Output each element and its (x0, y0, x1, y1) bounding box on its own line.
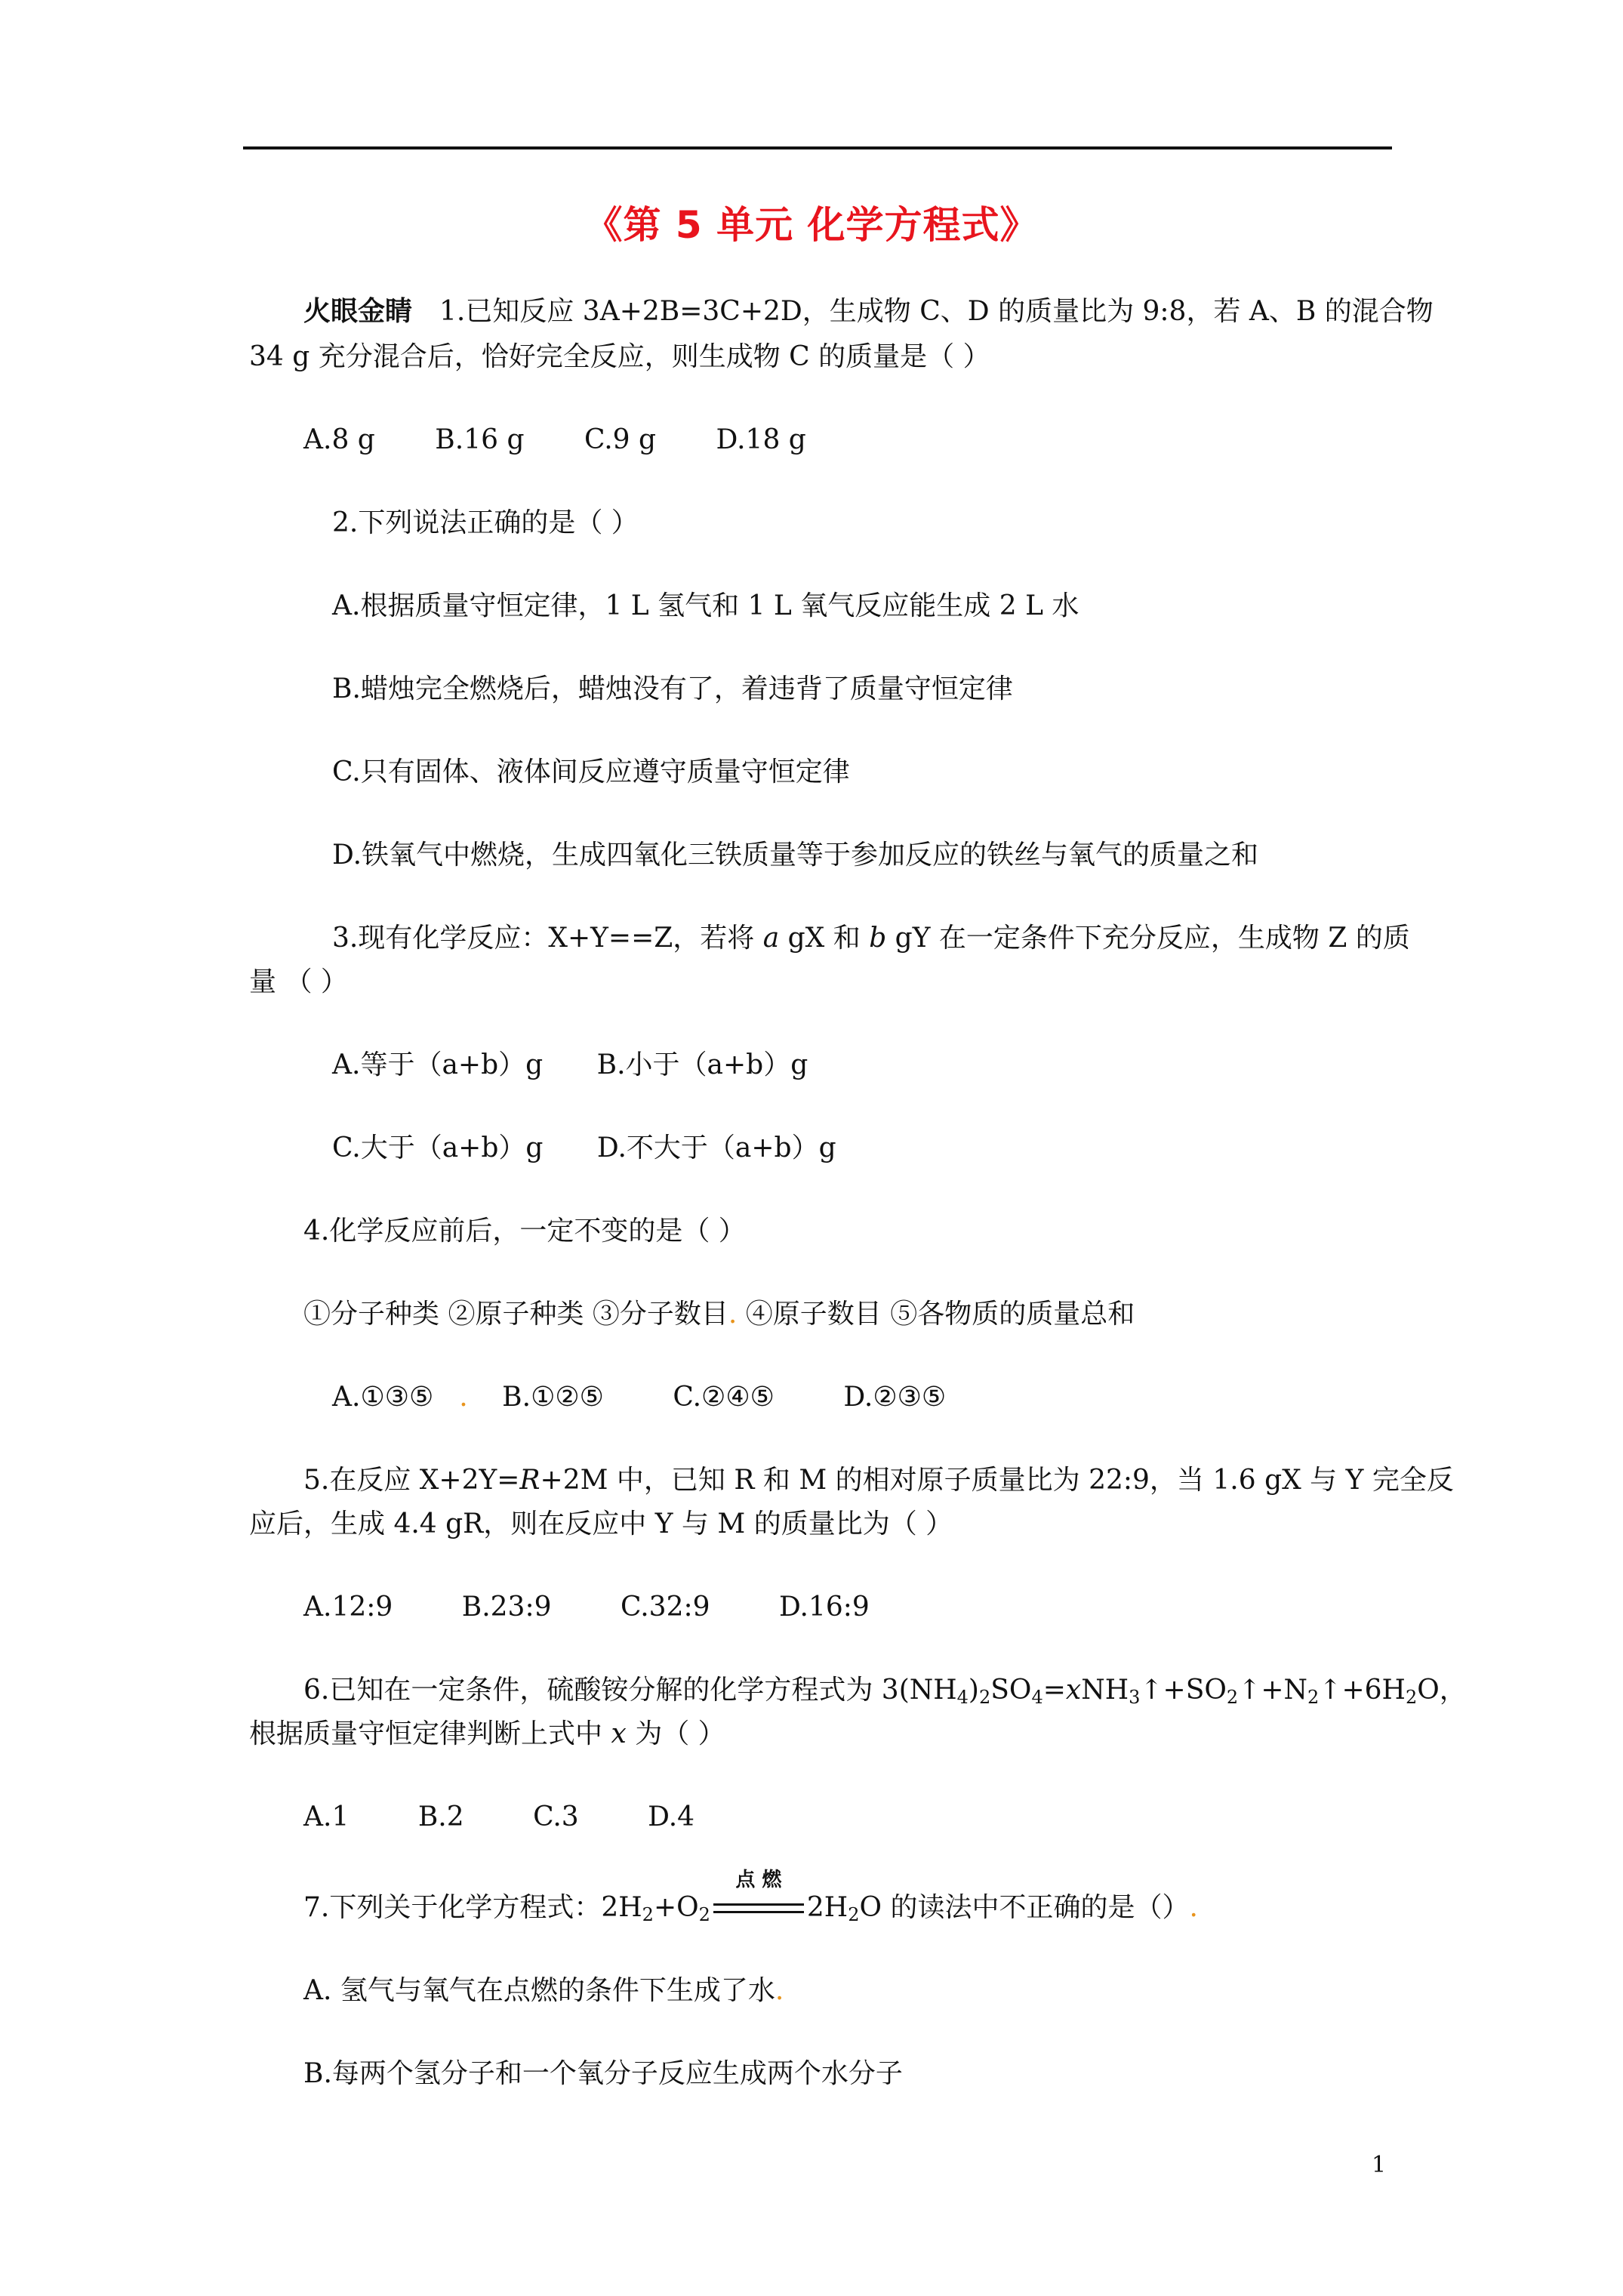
question-4-items: ①分子种类 ②原子种类 ③分子数目. ④原子数目 ⑤各物质的质量总和 (303, 1299, 1135, 1330)
q5-option-d[interactable]: D.16:9 (778, 1592, 870, 1623)
q6-option-a[interactable]: A.1 (303, 1801, 350, 1832)
q6-option-d[interactable]: D.4 (648, 1801, 695, 1832)
question-5-line-2: 应后，生成 4.4 gR，则在反应中 Y 与 M 的质量比为（ ） (249, 1509, 953, 1539)
q1-option-a[interactable]: A.8 g (303, 424, 375, 455)
q6-option-c[interactable]: C.3 (533, 1801, 579, 1832)
page-title: 《第 5 单元 化学方程式》 (584, 203, 1039, 247)
question-5-line-1: 5.在反应 X+2Y=R+2M 中，已知 R 和 M 的相对原子质量比为 22:9，当 1.6 gX 与 Y 完全反 (303, 1465, 1454, 1496)
question-1-line-2: 34 g 充分混合后，恰好完全反应，则生成物 C 的质量是（ ） (249, 341, 990, 372)
reaction-condition: 点 燃 (713, 1894, 804, 1925)
q2-option-c[interactable]: C.只有固体、液体间反应遵守质量守恒定律 (332, 757, 850, 787)
question-5-options (303, 1586, 870, 1629)
question-3-line-2: 量 （ ） (249, 966, 348, 997)
q2-option-a[interactable]: A.根据质量守恒定律，1 L 氢气和 1 L 氧气反应能生成 2 L 水 (332, 590, 1079, 621)
q5-option-a[interactable]: A.12:9 (303, 1592, 393, 1623)
q3-option-b[interactable]: B.小于（a+b）g (596, 1049, 808, 1080)
page-number: 1 (1372, 2152, 1387, 2178)
question-7-stem: 7.下列关于化学方程式：$2H_2+O_2$ 点 燃 $2H_2O$ 的读法中不正确的是（）. (303, 1869, 1198, 1925)
question-6-options (303, 1795, 694, 1839)
q3-option-d[interactable]: D.不大于（a+b）g (596, 1133, 836, 1163)
q1-option-d[interactable]: D.18 g (716, 424, 806, 455)
q7-option-b[interactable]: B.每两个氢分子和一个氧分子反应生成两个水分子 (303, 2058, 903, 2089)
q5-option-b[interactable]: B.23:9 (461, 1592, 552, 1623)
q7-option-a[interactable]: A. 氢气与氧气在点燃的条件下生成了水. (303, 1975, 784, 2006)
q1-option-b[interactable]: B.16 g (435, 424, 525, 455)
q2-option-b[interactable]: B.蜡烛完全燃烧后，蜡烛没有了，着违背了质量守恒定律 (332, 673, 1013, 704)
q4-option-a[interactable]: A.①③⑤ (332, 1382, 434, 1413)
q5-option-c[interactable]: C.32:9 (620, 1592, 710, 1623)
question-3-options-row-1 (332, 1043, 808, 1087)
q4-option-b[interactable]: B.①②⑤ (502, 1382, 604, 1413)
q4-option-c[interactable]: C.②④⑤ (673, 1382, 775, 1413)
question-4-options: A.①③⑤ . B.①②⑤ C.②④⑤ D.②③⑤ (332, 1382, 947, 1413)
question-3-line-1: 3.现有化学反应：X+Y==Z，若将 a gX 和 b gY 在一定条件下充分反应，生成物 Z 的质 (332, 923, 1410, 954)
question-1-line-1: 火眼金睛 1.已知反应 3A+2B=3C+2D，生成物 C、D 的质量比为 9:8，若 A、B 的混合物 (303, 296, 1434, 327)
question-2-stem: 2.下列说法正确的是（ ） (332, 507, 639, 538)
q2-option-d[interactable]: D.铁氧气中燃烧，生成四氧化三铁质量等于参加反应的铁丝与氧气的质量之和 (332, 840, 1259, 871)
question-3-options-row-2 (332, 1126, 836, 1170)
question-6-line-1: 6.已知在一定条件，硫酸铵分解的化学方程式为 $3(NH_4)_2SO_4=xNH_3↑+SO_2↑+N_2↑+6H_2O$， (303, 1675, 1467, 1708)
q3-option-a[interactable]: A.等于（a+b）g (332, 1049, 544, 1080)
q3-option-c[interactable]: C.大于（a+b）g (332, 1133, 544, 1163)
q1-option-c[interactable]: C.9 g (584, 424, 657, 455)
section-label: 火眼金睛 (303, 296, 413, 327)
header-rule (243, 146, 1392, 149)
question-1-options (303, 418, 806, 462)
q4-option-d[interactable]: D.②③⑤ (843, 1382, 947, 1413)
question-6-line-2: 根据质量守恒定律判断上式中 x 为（ ） (249, 1718, 725, 1749)
q6-option-b[interactable]: B.2 (417, 1801, 464, 1832)
question-4-stem: 4.化学反应前后，一定不变的是（ ） (303, 1216, 746, 1247)
